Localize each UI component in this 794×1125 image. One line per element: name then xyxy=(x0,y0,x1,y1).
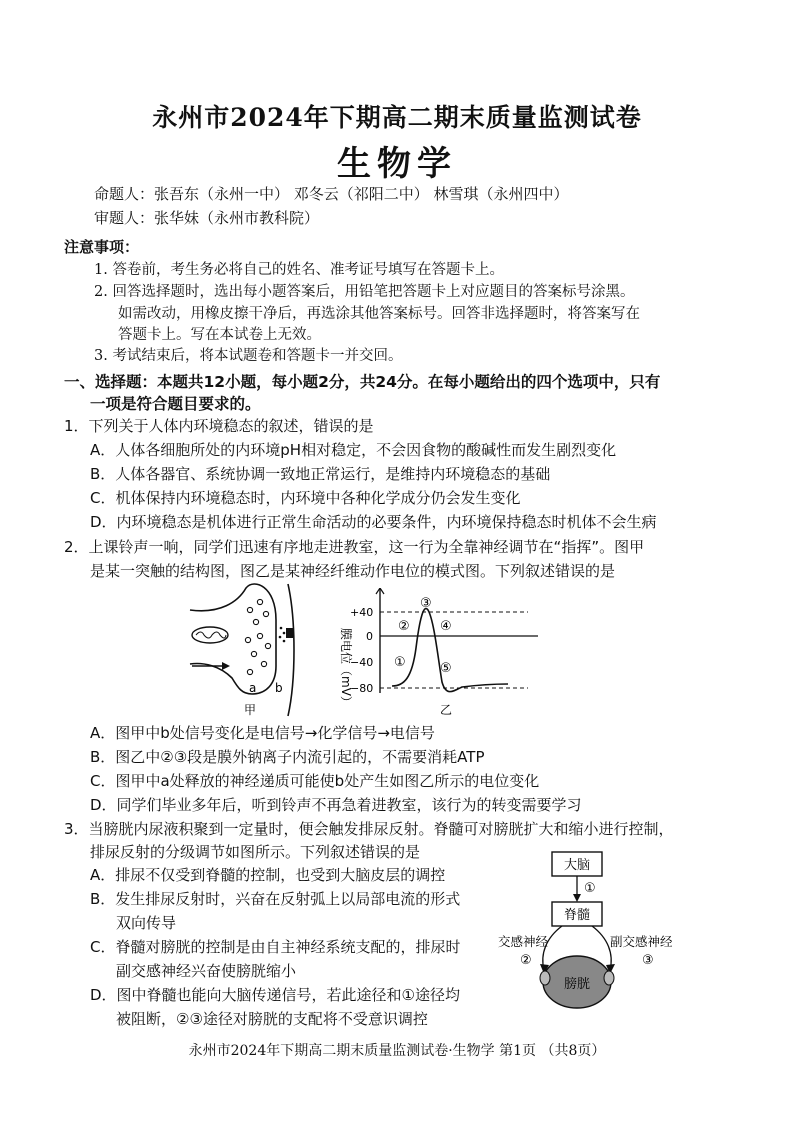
q3-option-d: D．图中脊髓也能向大脑传递信号，若此途径和①途径均 xyxy=(90,986,460,1004)
label-b: b xyxy=(275,681,283,695)
q2-option-d: D．同学们毕业多年后，听到铃声不再急着进教室，该行为的转变需要学习 xyxy=(90,796,582,814)
fig-jia-caption: 甲 xyxy=(244,703,257,717)
q2-stem-1: 2．上课铃声一响，同学们迅速有序地走进教室，这一行为全靠神经调节在“指挥”。图甲 xyxy=(64,538,645,556)
label-a: a xyxy=(249,681,257,695)
action-potential-figure xyxy=(328,588,538,718)
notice-item: 3. 考试结束后，将本试题卷和答题卡一并交回。 xyxy=(94,348,403,364)
fig-yi-caption: 乙 xyxy=(440,703,453,717)
q2-stem-2: 是某一突触的结构图，图乙是某神经纤维动作电位的模式图。下列叙述错误的是 xyxy=(90,562,616,580)
notice-item: 答题卡上。写在本试卷上无效。 xyxy=(118,327,321,343)
q3-stem-1: 3．当膀胱内尿液积聚到一定量时，便会触发排尿反射。脊髓可对膀胱扩大和缩小进行控制， xyxy=(64,820,674,838)
neurotransmitter-icon xyxy=(279,627,286,643)
q3-stem-2: 排尿反射的分级调节如图所示。下列叙述错误的是 xyxy=(90,843,421,861)
point-4: ④ xyxy=(440,619,452,634)
point-3: ③ xyxy=(420,596,432,611)
micturition-figure xyxy=(496,850,696,1020)
q3-option-c-cont: 副交感神经兴奋使膀胱缩小 xyxy=(116,962,297,980)
tick-p40: +40 xyxy=(350,606,374,619)
exam-title: 永州市2024年下期高二期末质量监测试卷 xyxy=(152,103,642,132)
tick-m40: −40 xyxy=(350,656,374,669)
q3-option-a: A．排尿不仅受到脊髓的控制，也受到大脑皮层的调控 xyxy=(90,866,446,884)
notice-item: 如需改动，用橡皮擦干净后，再选涂其他答案标号。回答非选择题时，将答案写在 xyxy=(118,306,640,322)
notice-item: 1. 答卷前，考生务必将自己的姓名、准考证号填写在答题卡上。 xyxy=(94,262,504,278)
q2-option-b: B．图乙中②③段是膜外钠离子内流引起的，不需要消耗ATP xyxy=(90,748,485,766)
notice-heading: 注意事项： xyxy=(64,238,140,256)
q1-stem: 1．下列关于人体内环境稳态的叙述，错误的是 xyxy=(64,417,374,435)
parasympathetic-label: 副交感神经 xyxy=(610,934,673,949)
path-2-label: ② xyxy=(520,953,532,968)
q2-option-a: A．图甲中b处信号变化是电信号→化学信号→电信号 xyxy=(90,724,435,742)
synapse-figure xyxy=(180,580,310,720)
q1-option-b: B．人体各器官、系统协调一致地正常运行，是维持内环境稳态的基础 xyxy=(90,465,551,483)
section-heading: 一、选择题：本题共12小题，每小题2分，共24分。在每小题给出的四个选项中，只有 xyxy=(64,373,661,391)
q1-option-d: D．内环境稳态是机体进行正常生命活动的必要条件，内环境保持稳态时机体不会生病 xyxy=(90,513,657,531)
path-3-label: ③ xyxy=(642,953,654,968)
notice-item: 2. 回答选择题时，选出每小题答案后，用铅笔把答题卡上对应题目的答案标号涂黑。 xyxy=(94,284,635,300)
path-1-label: ① xyxy=(584,881,596,896)
tick-m80: −80 xyxy=(350,682,374,695)
point-5: ⑤ xyxy=(440,661,452,676)
q3-option-b-cont: 双向传导 xyxy=(116,914,177,932)
reviewer-line: 审题人：张华妹（永州市教科院） xyxy=(94,209,320,227)
tick-0: 0 xyxy=(366,630,373,643)
page-footer: 永州市2024年下期高二期末质量监测试卷·生物学 第1页 （共8页） xyxy=(188,1043,606,1059)
sympathetic-label: 交感神经 xyxy=(498,934,549,949)
point-1: ① xyxy=(394,655,406,670)
q2-option-c: C．图甲中a处释放的神经递质可能使b处产生如图乙所示的电位变化 xyxy=(90,772,540,790)
q1-option-c: C．机体保持内环境稳态时，内环境中各种化学成分仍会发生变化 xyxy=(90,489,521,507)
subject-title: 生物学 xyxy=(337,144,457,184)
q3-option-c: C．脊髓对膀胱的控制是由自主神经系统支配的，排尿时 xyxy=(90,938,461,956)
q3-option-d-cont: 被阻断，②③途径对膀胱的支配将不受意识调控 xyxy=(116,1010,428,1028)
proposers-line: 命题人：张吾东（永州一中） 邓冬云（祁阳二中） 林雪琪（永州四中） xyxy=(94,185,569,203)
point-2: ② xyxy=(398,619,410,634)
brain-label: 大脑 xyxy=(563,858,591,873)
bladder-label: 膀胱 xyxy=(563,977,591,992)
mitochondrion-icon xyxy=(192,627,228,643)
spinal-label: 脊髓 xyxy=(563,908,591,923)
vesicle-icon xyxy=(245,599,270,674)
q1-option-a: A．人体各细胞所处的内环境pH相对稳定，不会因食物的酸碱性而发生剧烈变化 xyxy=(90,441,617,459)
receptor-icon xyxy=(286,628,293,638)
section-heading-cont: 一项是符合题目要求的。 xyxy=(90,395,261,413)
y-axis-label: 膜电位（mV） xyxy=(339,628,353,708)
q3-option-b: B．发生排尿反射时，兴奋在反射弧上以局部电流的形式 xyxy=(90,890,461,908)
